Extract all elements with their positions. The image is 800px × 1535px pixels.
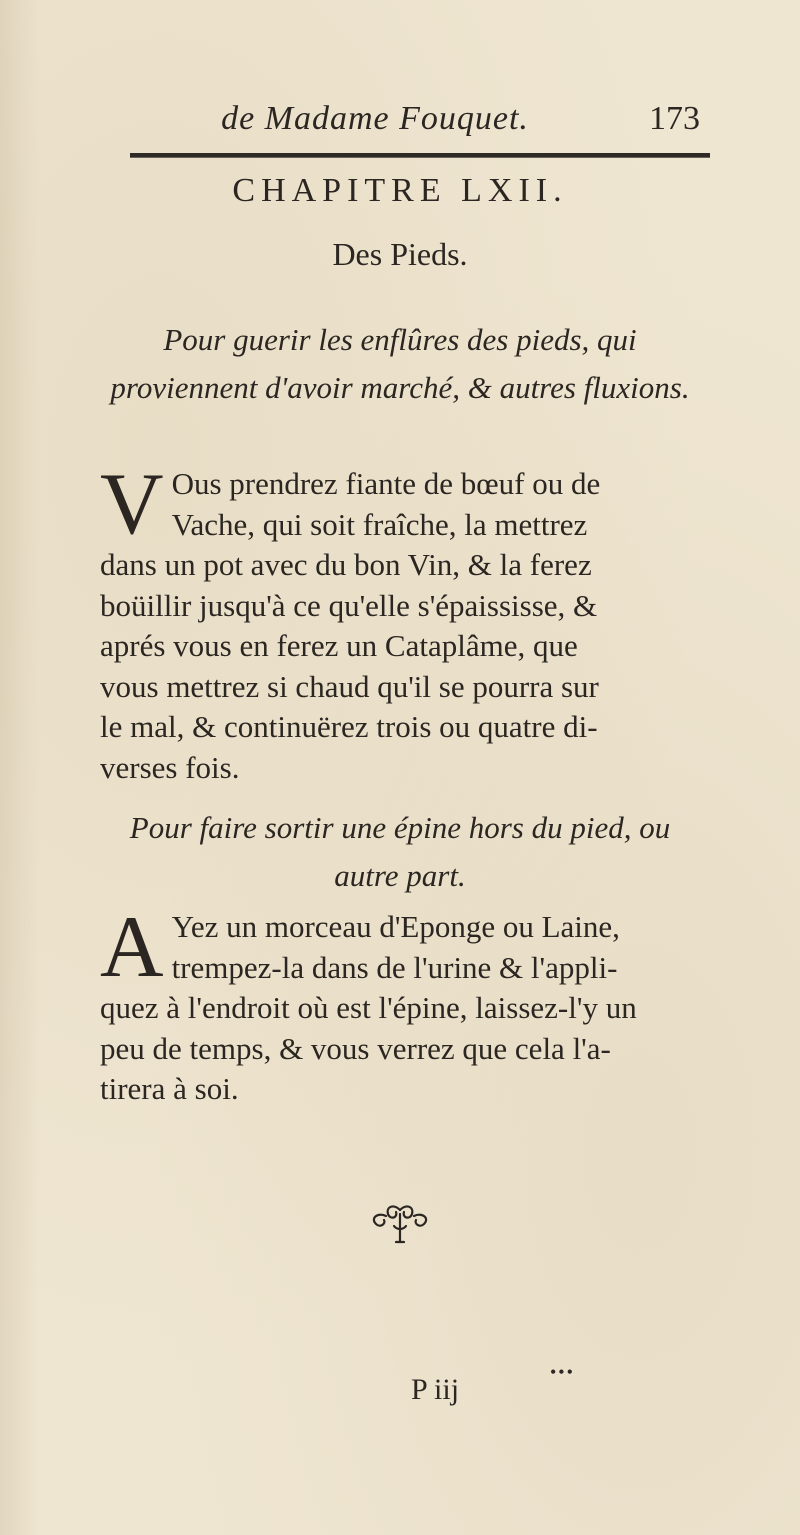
text-line: Ous prendrez fiante de bœuf ou de [171,466,601,501]
running-head [140,100,700,150]
dropcap: A [100,899,164,996]
head-rule [130,153,710,158]
text-line: peu de temps, & vous verrez que cela l'a- [100,1030,611,1066]
chapter-subheading: Des Pieds. [332,236,468,272]
text-line: dans un pot avec du bon Vin, & la ferez [100,547,592,582]
text-line: boüillir jusqu'à ce qu'elle s'épaississe, & [100,587,598,623]
section-body-swelling [100,456,710,788]
text-line: le mal, & continuërez trois ou quatre di- [100,709,598,744]
text-line: aprés vous en ferez un Cataplâme, que [100,628,578,663]
fleuron-icon [364,1200,436,1248]
text-line: vous mettrez si chaud qu'il se pourra sur [100,668,599,704]
text-line: quez à l'endroit où est l'épine, laissez-l'y un [100,990,637,1025]
text-line: Vache, qui soit fraîche, la mettrez [171,506,588,542]
text-line: verses fois. [100,749,240,785]
section-title-thorn: Pour faire sortir une épine hors du pied, ou autre part. [129,810,671,893]
section-body-thorn [100,899,710,1110]
running-title: de Madame Fouquet. [221,100,529,137]
page-number: 173 [649,100,700,137]
signature-mark: P iij [410,1373,460,1406]
signature-dots: ••• [550,1362,575,1382]
section-title-swelling: Pour guerir les enflûres des pieds, qui proviennent d'avoir marché, & autres fluxions. [110,322,690,405]
text-line: Yez un morceau d'Eponge ou Laine, [171,909,620,944]
dropcap: V [100,456,164,553]
text-line: tirera à soi. [100,1071,239,1106]
text-line: trempez-la dans de l'urine & l'appli- [171,949,618,985]
chapter-heading: CHAPITRE LXII. [232,172,568,209]
